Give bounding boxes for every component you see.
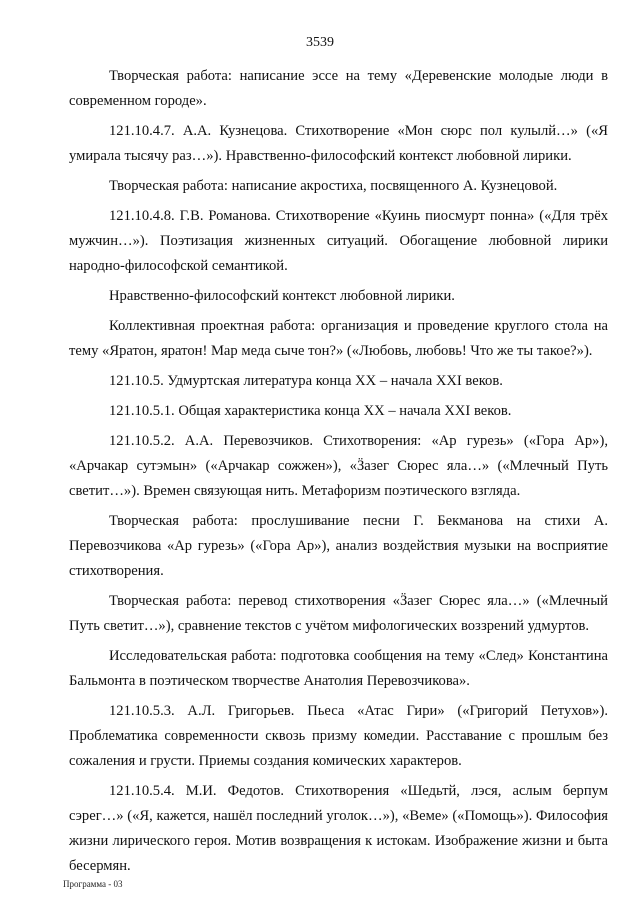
paragraph-section-10-5: 121.10.5. Удмуртская литература конца XX – начала XXI веков. [109, 373, 503, 389]
page-number: 3539 [306, 35, 334, 50]
paragraph-perevozchikov-poems: 121.10.5.2. А.А. Перевозчиков. Стихотворения: «Ар гурезь» («Гора Ар»), «Арчакар сутэмын» («Арчакар сожжен»), «Ӟазег Сюрес яла…» («Млечный Путь светит…»). Времен связующая нить. Метафоризм поэтического взгляда. [69, 433, 608, 499]
paragraph-essay-task: Творческая работа: написание эссе на тему «Деревенские молодые люди в современном городе». [69, 68, 608, 109]
paragraph-section-10-5-1: 121.10.5.1. Общая характеристика конца XX – начала XXI веков. [109, 403, 512, 419]
paragraph-moral-context: Нравственно-философский контекст любовной лирики. [109, 288, 455, 304]
paragraph-song-listening: Творческая работа: прослушивание песни Г. Бекманова на стихи А. Перевозчикова «Ар гурезь» («Гора Ар»), анализ воздействия музыки на восприятие стихотворения. [69, 513, 608, 579]
paragraph-grigoriev-play: 121.10.5.3. А.Л. Григорьев. Пьеса «Атас Гири» («Григорий Петухов»). Проблематика современности сквозь призму комедии. Расставание с прошлым без сожаления и грусти. Приемы создания комических характеров. [69, 703, 608, 769]
document-body [69, 64, 608, 884]
paragraph-kuznetsova-poem: 121.10.4.7. А.А. Кузнецова. Стихотворение «Мон сюрс пол кулылй…» («Я умирала тысячу раз…»). Нравственно-философский контекст любовной лирики. [69, 123, 608, 164]
page-footer: Программа - 03 [63, 879, 123, 889]
paragraph-round-table: Коллективная проектная работа: организация и проведение круглого стола на тему «Яратон, яратон! Мар меда сыче тон?» («Любовь, любовь! Что же ты такое?»). [69, 318, 608, 359]
paragraph-romanova-poem: 121.10.4.8. Г.В. Романова. Стихотворение «Куинь пиосмурт понна» («Для трёх мужчин…»). Поэтизация жизненных ситуаций. Обогащение любовной лирики народно-философской семантикой. [69, 208, 608, 274]
paragraph-fedotov-poems: 121.10.5.4. М.И. Федотов. Стихотворения «Шедьтй, лэся, аслым берпум сэрег…» («Я, кажется, нашёл последний уголок…»), «Веме» («Помощь»). Философия жизни лирического героя. Мотив возвращения к истокам. Изображение жизни и быта бесермян. [69, 783, 608, 874]
paragraph-translation-task: Творческая работа: перевод стихотворения «Ӟазег Сюрес яла…» («Млечный Путь светит…»), сравнение текстов с учётом мифологических воззрений удмуртов. [69, 593, 608, 634]
paragraph-acrostic-task: Творческая работа: написание акростиха, посвященного А. Кузнецовой. [109, 178, 558, 194]
paragraph-research-task: Исследовательская работа: подготовка сообщения на тему «След» Константина Бальмонта в поэтическом творчестве Анатолия Перевозчикова». [69, 648, 608, 689]
